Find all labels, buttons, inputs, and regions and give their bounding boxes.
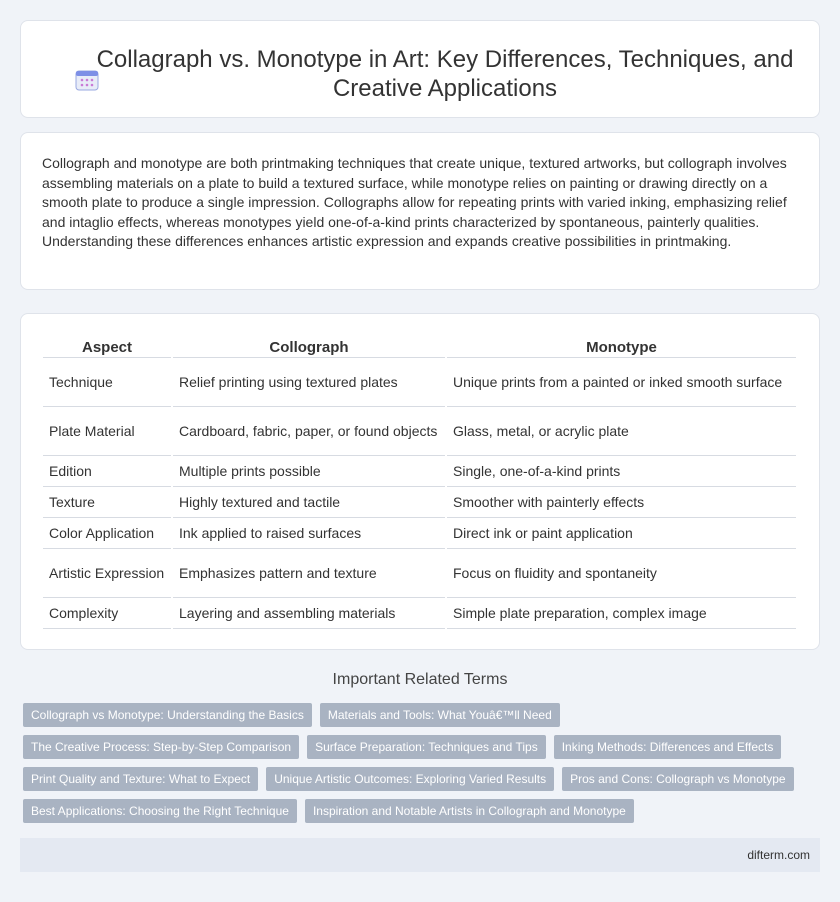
cell-collograph: Emphasizes pattern and texture	[173, 549, 445, 598]
related-term-link[interactable]: Print Quality and Texture: What to Expect	[23, 767, 258, 791]
cell-monotype: Simple plate preparation, complex image	[447, 598, 796, 629]
table-row	[43, 456, 796, 487]
related-terms-heading: Important Related Terms	[332, 671, 508, 688]
table-row	[43, 598, 796, 629]
related-term-link[interactable]: Best Applications: Choosing the Right Technique	[23, 799, 297, 823]
intro-card	[20, 132, 820, 290]
cell-aspect: Edition	[43, 456, 171, 487]
table-row	[43, 407, 796, 456]
cell-collograph: Cardboard, fabric, paper, or found objects	[173, 407, 445, 456]
table-row	[43, 358, 796, 407]
cell-aspect: Color Application	[43, 518, 171, 549]
comparison-table-card	[20, 313, 820, 650]
cell-aspect: Artistic Expression	[43, 549, 171, 598]
related-term-link[interactable]: Materials and Tools: What Youâ€™ll Need	[320, 703, 560, 727]
cell-monotype: Glass, metal, or acrylic plate	[447, 407, 796, 456]
cell-monotype: Focus on fluidity and spontaneity	[447, 549, 796, 598]
cell-monotype: Single, one-of-a-kind prints	[447, 456, 796, 487]
related-term-link[interactable]: Collograph vs Monotype: Understanding the Basics	[23, 703, 312, 727]
cell-collograph: Multiple prints possible	[173, 456, 445, 487]
cell-aspect: Texture	[43, 487, 171, 518]
comparison-table	[41, 332, 798, 629]
table-row	[43, 518, 796, 549]
related-term-link[interactable]: Inspiration and Notable Artists in Collograph and Monotype	[305, 799, 634, 823]
footer	[20, 838, 820, 872]
cell-monotype: Direct ink or paint application	[447, 518, 796, 549]
title-card	[20, 20, 820, 118]
cell-collograph: Relief printing using textured plates	[173, 358, 445, 407]
cell-collograph: Highly textured and tactile	[173, 487, 445, 518]
intro-paragraph: Collograph and monotype are both printmaking techniques that create unique, textured artworks, but collograph involves assembling materials on a plate to build a textured surface, while monotype relies on painting or drawing directly on a smooth plate to produce a single impression. Collographs allow for repeating prints with varied inking, emphasizing relief and intaglio effects, whereas monotypes yield one-of-a-kind prints characterized by spontaneous, painterly qualities. Understanding these differences enhances artistic expression and expands creative possibilities in printmaking.	[42, 155, 787, 250]
cell-collograph: Layering and assembling materials	[173, 598, 445, 629]
cell-monotype: Unique prints from a painted or inked smooth surface	[447, 358, 796, 407]
related-terms-list	[23, 703, 803, 831]
related-term-link[interactable]: The Creative Process: Step-by-Step Comparison	[23, 735, 299, 759]
header-collograph: Collograph	[173, 332, 445, 358]
header-aspect: Aspect	[43, 332, 171, 358]
footer-site-name: difterm.com	[747, 848, 810, 862]
cell-monotype: Smoother with painterly effects	[447, 487, 796, 518]
table-row	[43, 549, 796, 598]
related-term-link[interactable]: Pros and Cons: Collograph vs Monotype	[562, 767, 793, 791]
header-monotype: Monotype	[447, 332, 796, 358]
cell-aspect: Plate Material	[43, 407, 171, 456]
cell-collograph: Ink applied to raised surfaces	[173, 518, 445, 549]
table-header-row	[43, 332, 796, 358]
related-term-link[interactable]: Unique Artistic Outcomes: Exploring Varied Results	[266, 767, 554, 791]
cell-aspect: Complexity	[43, 598, 171, 629]
related-term-link[interactable]: Surface Preparation: Techniques and Tips	[307, 735, 546, 759]
related-term-link[interactable]: Inking Methods: Differences and Effects	[554, 735, 782, 759]
table-row	[43, 487, 796, 518]
page-title: Collagraph vs. Monotype in Art: Key Differences, Techniques, and Creative Applications	[96, 46, 794, 102]
cell-aspect: Technique	[43, 358, 171, 407]
